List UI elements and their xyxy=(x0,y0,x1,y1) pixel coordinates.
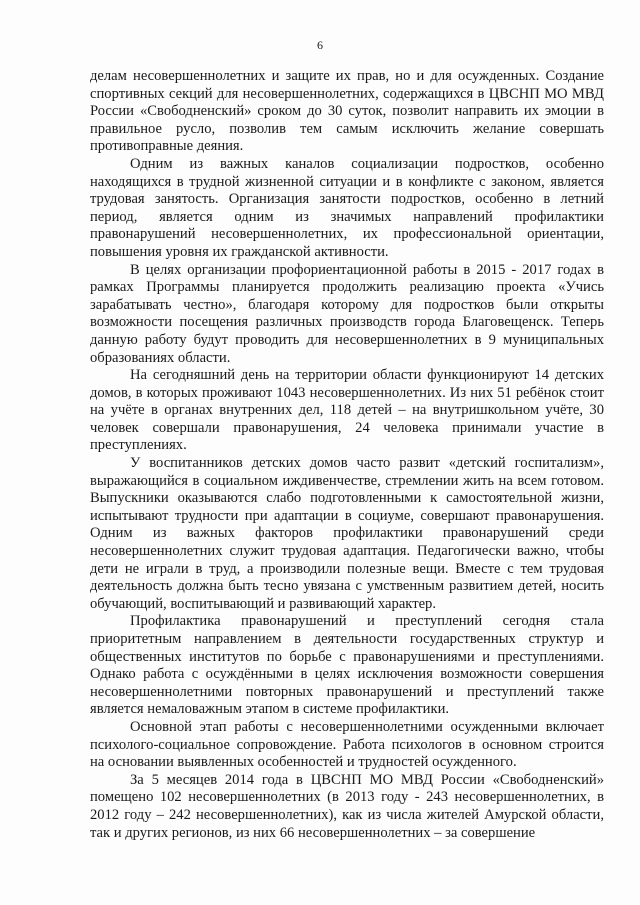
body-text xyxy=(90,68,604,842)
paragraph-detention-statistics: За 5 месяцев 2014 года в ЦВСНП МО МВД России «Свободненский» помещено 102 несовершеннолетних (в 2013 году - 243 несовершеннолетних, в 2012 году – 242 несовершеннолетних), как из числа жителей Амурской области, так и других регионов, из них 66 несовершеннолетних – за совершение xyxy=(90,771,604,841)
paragraph-psychological-support: Основной этап работы с несовершеннолетними осужденными включает психолого-социальное сопровождение. Работа психологов в основном строится на основании выявленных особенностей и трудностей осужденного. xyxy=(90,718,604,771)
paragraph-socialization: Одним из важных каналов социализации подростков, особенно находящихся в трудной жизненной ситуации и в конфликте с законом, является трудовая занятость. Организация занятости подростков, особенно в летний период, является одним из значимых направлений профилактики правонарушений несовершеннолетних, их профессиональной ориентации, повышения уровня их гражданской активности. xyxy=(90,155,604,260)
paragraph-hospitalism: У воспитанников детских домов часто развит «детский госпитализм», выражающийся в социальном иждивенчестве, стремлении жить на всем готовом. Выпускники оказываются слабо подготовленными к самостоятельной жизни, испытывают трудности при адаптации в социуме, совершают правонарушения. Одним из важных факторов профилактики правонарушений среди несовершеннолетних служит трудовая адаптация. Педагогически важно, чтобы дети не играли в труд, а производили полезные вещи. Вместе с тем трудовая деятельность должна быть тесно увязана с умственным развитием детей, носить обучающий, воспитывающий и развивающий характер. xyxy=(90,455,604,612)
paragraph-orphanages-statistics: На сегодняшний день на территории области функционируют 14 детских домов, в которых проживают 1043 несовершеннолетних. Из них 51 ребёнок стоит на учёте в органах внутренних дел, 118 детей – на внутришкольном учёте, 30 человек совершали правонарушения, 24 человека принимали участие в преступлениях. xyxy=(90,367,604,454)
paragraph-career-guidance: В целях организации профориентационной работы в 2015 - 2017 годах в рамках Программы планируется продолжить реализацию проекта «Учись зарабатывать честно», благодаря которому для подростков были открыты возможности посещения различных производств города Благовещенск. Теперь данную работу будут проводить для несовершеннолетних в 9 муниципальных образованиях области. xyxy=(90,261,604,366)
paragraph-continuation: делам несовершеннолетних и защите их прав, но и для осужденных. Создание спортивных секций для несовершеннолетних, содержащихся в ЦВСНП МО МВД России «Свободненский» сроком до 30 суток, позволит направить их эмоции в правильное русло, позволив тем самым исключить желание совершать противоправные деяния. xyxy=(90,68,604,155)
page-number: 6 xyxy=(317,38,323,52)
paragraph-prevention-priority: Профилактика правонарушений и преступлений сегодня стала приоритетным направлением в деятельности государственных структур и общественных институтов по борьбе с правонарушениями и преступлениями. Однако работа с осуждёнными в целях исключения возможности совершения несовершеннолетними повторных правонарушений и преступлений также является немаловажным этапом в системе профилактики. xyxy=(90,613,604,718)
